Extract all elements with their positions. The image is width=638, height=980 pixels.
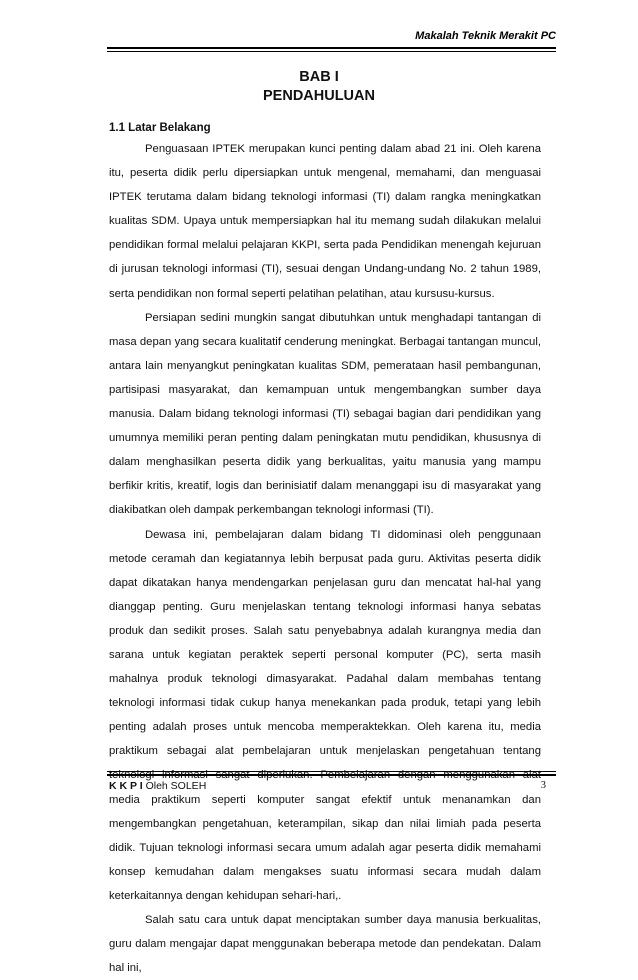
- chapter-number: BAB I: [299, 69, 339, 85]
- paragraph: Salah satu cara untuk dapat menciptakan sumber daya manusia berkualitas, guru dalam mengajar dapat menggunakan beberapa metode dan pendekatan. Dalam hal ini,: [109, 914, 541, 975]
- page-number: 3: [540, 780, 546, 791]
- running-header-title: Makalah Teknik Merakit PC: [415, 30, 556, 42]
- footer-rule-thick: [107, 774, 556, 776]
- chapter-title: PENDAHULUAN: [263, 88, 375, 104]
- section-heading: 1.1 Latar Belakang: [109, 122, 211, 134]
- footer-kkpi: K K P I: [109, 780, 143, 792]
- paragraph: Dewasa ini, pembelajaran dalam bidang TI didominasi oleh penggunaan metode ceramah dan kegiatannya lebih berpusat pada guru. Aktivitas peserta didik dapat dikatakan hanya mendengarkan penjelasan guru dan mencatat hal-hal yang dianggap penting. Guru menjelaskan tentang teknologi informasi hanya sebatas produk dan sedikit proses. Salah satu penyebabnya adalah kurangnya media dan sarana untuk kegiatan peraktek seperti personal komputer (PC), serta masih mahalnya produk teknologi dimasyarakat. Padahal dalam membahas tentang teknologi informasi tidak cukup hanya menekankan pada produk, tetapi yang lebih penting adalah proses untuk mencoba memperaktekkan. Oleh karena itu, media praktikum sebagai alat pembelajaran untuk menjelaskan pengetahuan tentang media praktikum seperti komputer sangat efektif untuk menanamkan dan mengembangkan pengetahuan, keterampilan, sikap dan nilai limiah pada peserta didik. Tujuan teknologi informasi secara umum adalah agar peserta didik memahami konsep kemudahan dalam mengakses suatu informasi secara mudah dalam keterkaitannya dengan kehidupan sehari-hari,.: [109, 528, 541, 902]
- header-rule-thick: [107, 47, 556, 49]
- paragraph: Persiapan sedini mungkin sangat dibutuhkan untuk menghadapi tantangan di masa depan yang secara kualitatif cenderung meningkat. Berbagai tantangan muncul, antara lain menyangkut peningkatan kualitas SDM, pemerataan hasil pembangunan, partisipasi masyarakat, dan kemampuan untuk mengembangkan sumber daya manusia. Dalam bidang teknologi informasi (TI) sebagai bagian dari pendidikan yang umumnya memiliki peran penting dalam peningkatan mutu pendidikan, khususnya di dalam menghasilkan peserta didik yang berkualitas, yaitu manusia yang mampu berfikir kritis, kreatif, logis dan berinisiatif dalam menanggapi isu di masyarakat yang diakibatkan oleh dampak perkembangan teknologi informasi (TI).: [109, 311, 541, 517]
- footer-rule-thin: [107, 771, 556, 772]
- footer-author: Oleh SOLEH: [145, 780, 207, 792]
- body-text: [109, 137, 541, 980]
- header-rule-thin: [107, 51, 556, 52]
- paragraph: Penguasaan IPTEK merupakan kunci penting dalam abad 21 ini. Oleh karena itu, peserta didik perlu dipersiapkan untuk mengenal, memahami, dan menguasai IPTEK terutama dalam bidang teknologi informasi (TI) dalam rangka meningkatkan kualitas SDM. Upaya untuk mempersiapkan hal itu memang sudah dilakukan melalui pendidikan formal melalui pelajaran KKPI, serta pada Pendidikan menengah kejuruan di jurusan teknologi informasi (TI), sesuai dengan Undang-undang No. 2 tahun 1989, serta pendidikan non formal seperti pelatihan pelatihan, atau kursusu-kursus.: [109, 143, 541, 300]
- footer-credit: [109, 779, 206, 793]
